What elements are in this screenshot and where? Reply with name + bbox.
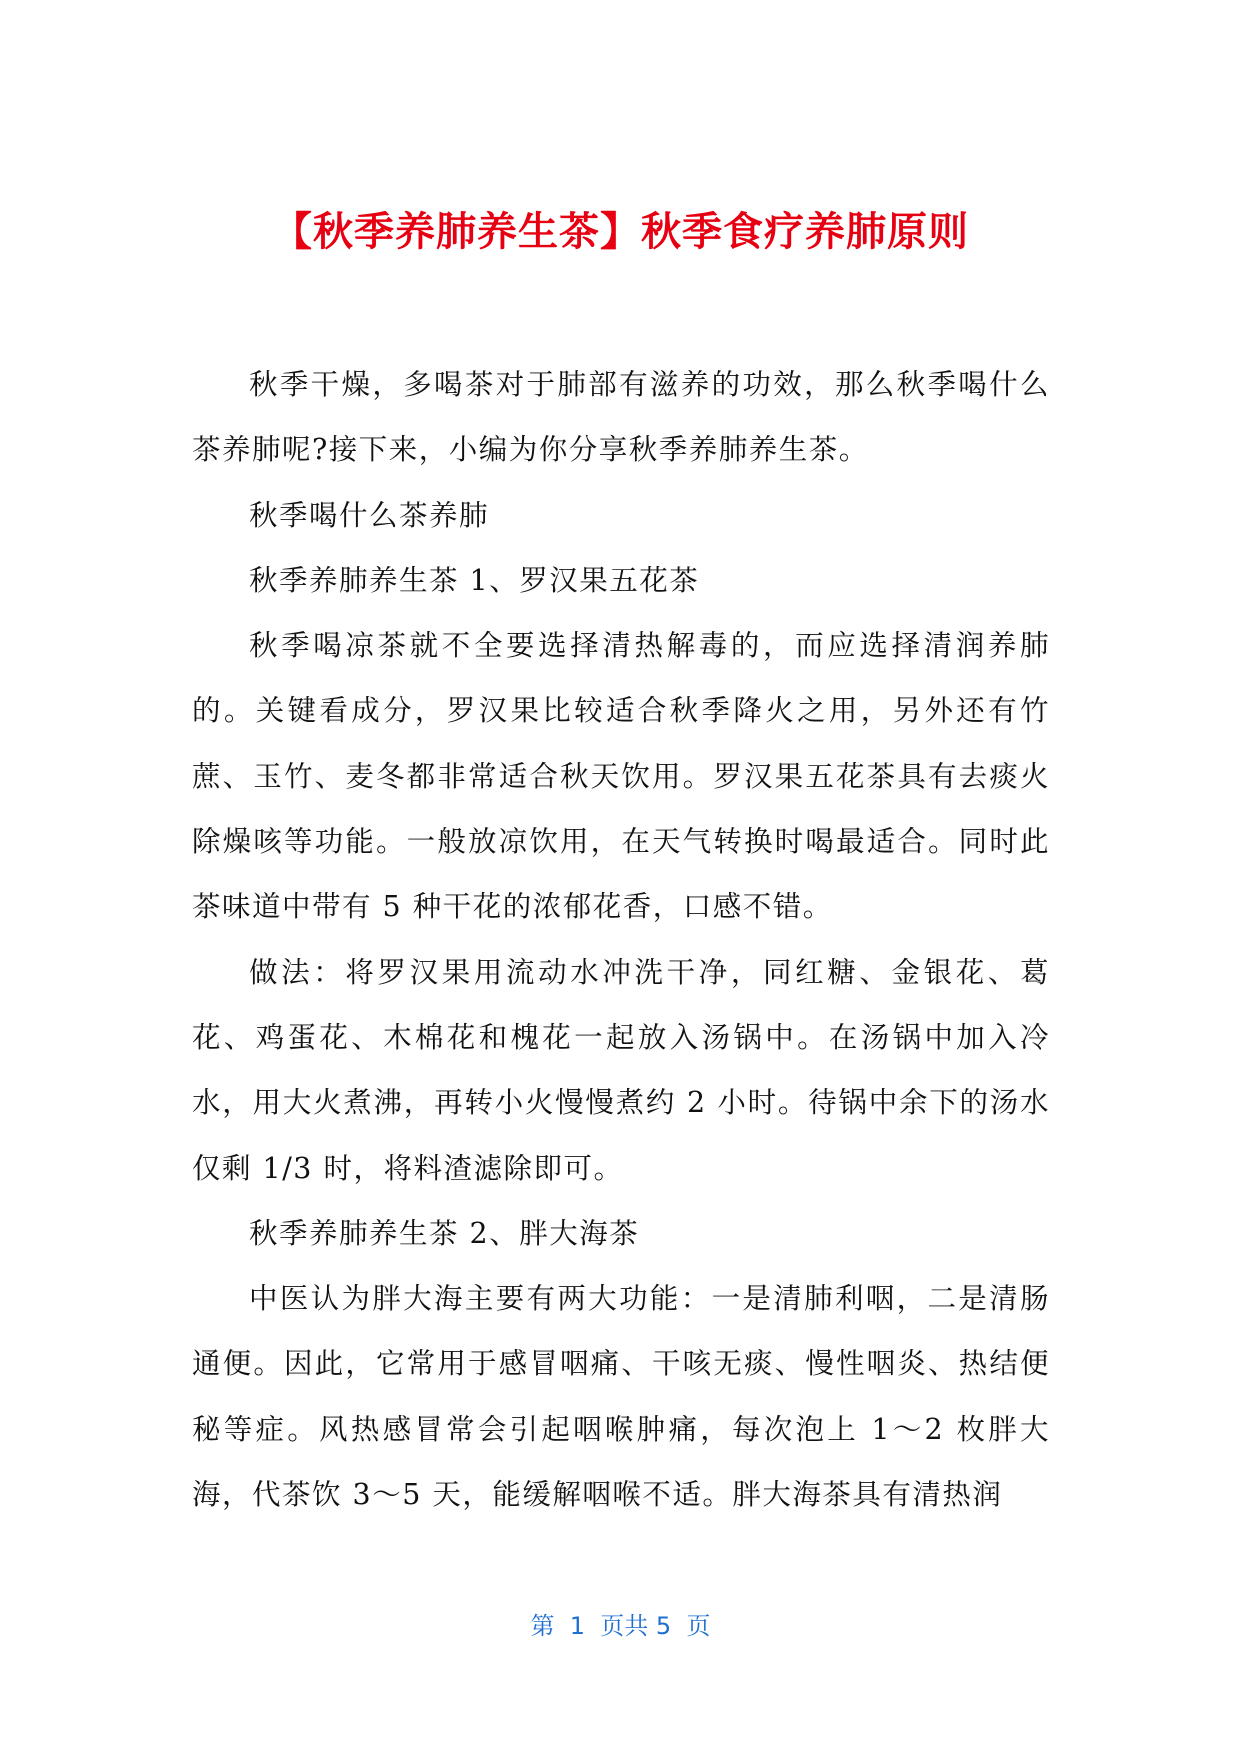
paragraph-tea-2-description: 中医认为胖大海主要有两大功能：一是清肺利咽，二是清肠通便。因此，它常用于感冒咽痛、干咳无痰、慢性咽炎、热结便秘等症。风热感冒常会引起咽喉肿痛，每次泡上 1～2 枚胖大海，代茶饮 3～5 天，能缓解咽喉不适。胖大海茶具有清热润 <box>192 1282 1050 1512</box>
document-body <box>192 352 1050 1527</box>
paragraph-tea-1-description: 秋季喝凉茶就不全要选择清热解毒的，而应选择清润养肺的。关键看成分，罗汉果比较适合秋季降火之用，另外还有竹蔗、玉竹、麦冬都非常适合秋天饮用。罗汉果五花茶具有去痰火除燥咳等功能。一般放凉饮用，在天气转换时喝最适合。同时此茶味道中带有 5 种干花的浓郁花香，口感不错。 <box>192 629 1050 924</box>
paragraph-heading-question: 秋季喝什么茶养肺 <box>249 498 490 532</box>
paragraph-tea-1-method: 做法：将罗汉果用流动水冲洗干净，同红糖、金银花、葛花、鸡蛋花、木棉花和槐花一起放入汤锅中。在汤锅中加入冷水，用大火煮沸，再转小火慢慢煮约 2 小时。待锅中余下的汤水仅剩 1/3 时，将料渣滤除即可。 <box>192 955 1050 1185</box>
paragraph-heading-tea-1: 秋季养肺养生茶 1、罗汉果五花茶 <box>249 563 700 597</box>
document-title: 【秋季养肺养生茶】秋季食疗养肺原则 <box>272 209 969 255</box>
paragraph-heading-tea-2: 秋季养肺养生茶 2、胖大海茶 <box>249 1216 640 1250</box>
page-number-footer: 第 1 页共 5 页 <box>530 1612 711 1640</box>
paragraph-intro: 秋季干燥，多喝茶对于肺部有滋养的功效，那么秋季喝什么茶养肺呢?接下来，小编为你分享秋季养肺养生茶。 <box>192 368 1050 467</box>
